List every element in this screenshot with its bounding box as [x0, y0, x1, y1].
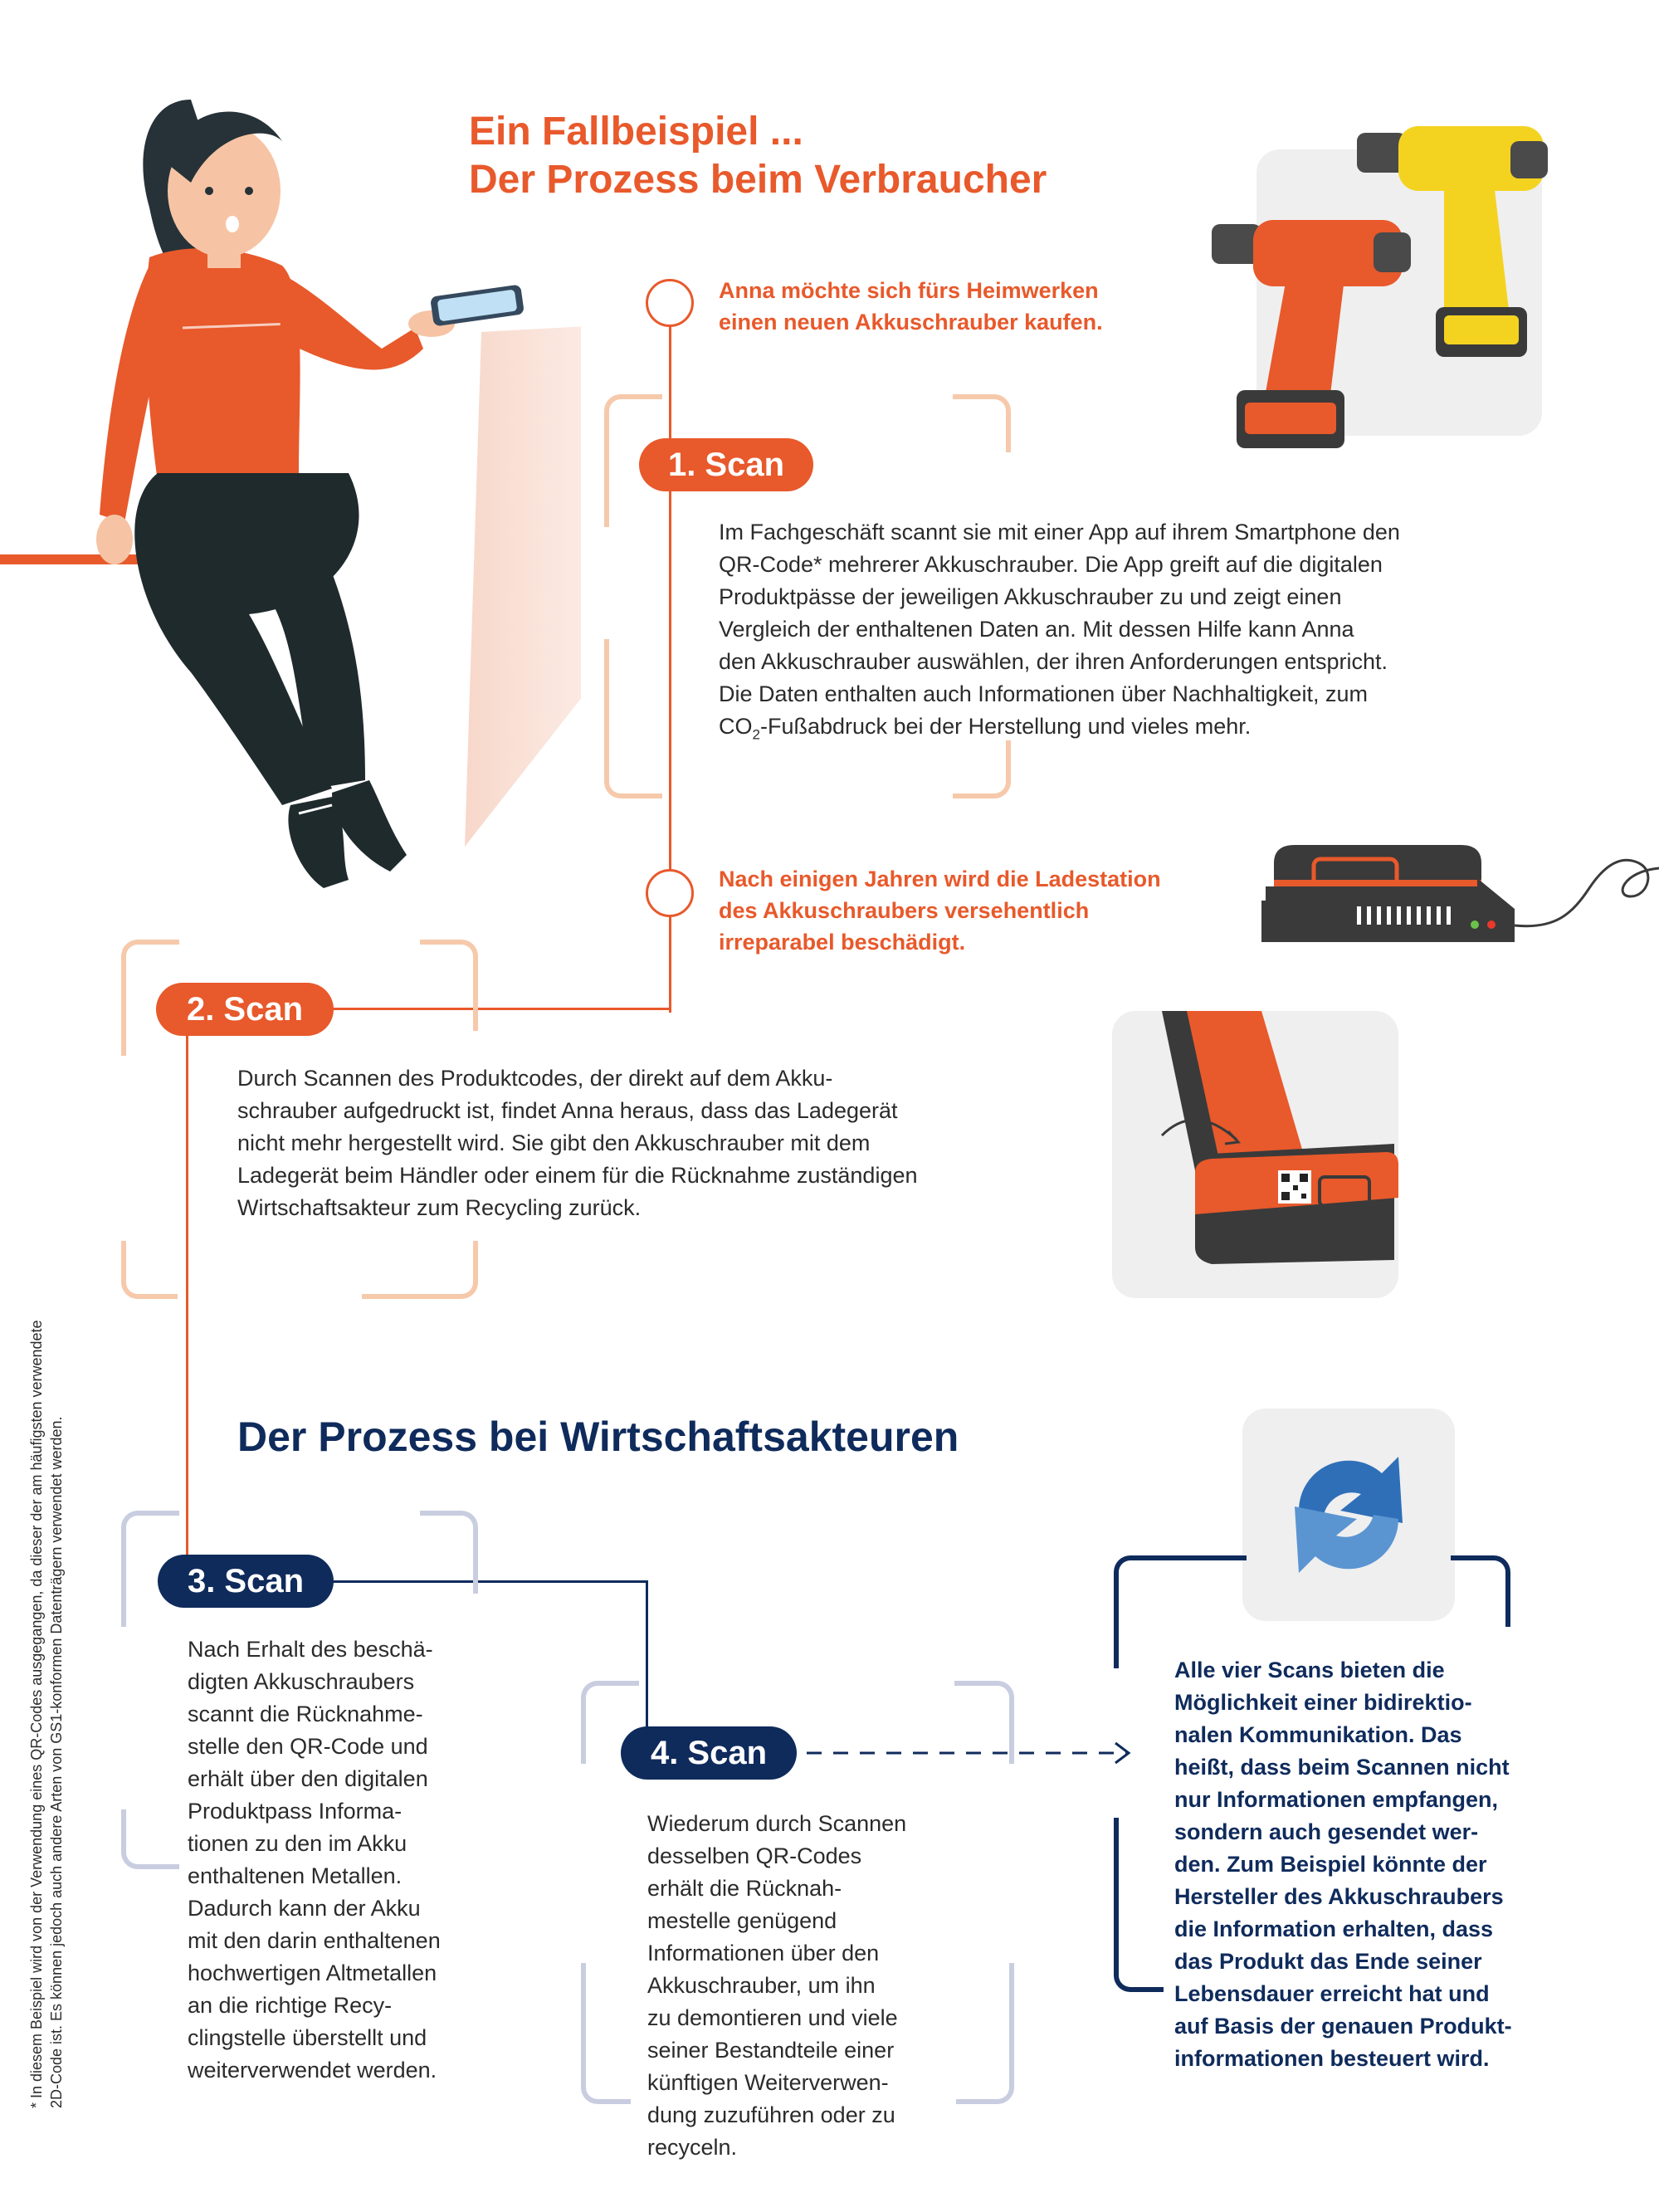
summary-line: sondern auch gesendet wer-	[1174, 1819, 1479, 1844]
timeline-line-navy-top	[186, 1036, 188, 1555]
scan3-line: clingstelle überstellt und	[188, 2025, 427, 2050]
event-1-line: Anna möchte sich fürs Heimwerken	[719, 278, 1099, 303]
summary-line: informationen besteuert wird.	[1174, 2046, 1490, 2071]
scan4-line: seiner Bestandteile einer	[647, 2038, 895, 2063]
scan1-line: Im Fachgeschäft scannt sie mit einer App auf ihrem Smartphone den	[719, 520, 1400, 544]
summary-frame-corner	[1114, 1555, 1247, 1614]
scan3-frame-side	[121, 1569, 126, 1627]
scan4-frame-corner	[954, 1681, 1014, 1739]
charger-illustration	[1257, 838, 1659, 955]
scan2-frame-corner	[420, 940, 478, 998]
event-2-line: irreparabel beschädigt.	[719, 930, 966, 955]
scan1-frame-side	[604, 639, 609, 706]
scan4-line: künftigen Weiterverwen-	[647, 2070, 889, 2095]
co2-subscript: 2	[752, 726, 760, 743]
scan1-badge: 1. Scan	[639, 438, 813, 491]
scan3-line: an die richtige Recy-	[188, 1993, 393, 2018]
scan4-frame-corner	[581, 2046, 631, 2104]
summary-line: auf Basis der genauen Produkt-	[1174, 2014, 1512, 2039]
summary-line: das Produkt das Ende seiner	[1174, 1949, 1482, 1974]
scan1-line: den Akkuschrauber auswählen, der ihren Anforderungen entspricht.	[719, 649, 1388, 674]
scan1-line: Vergleich der enthaltenen Daten an. Mit dessen Hilfe kann Anna	[719, 617, 1354, 642]
footnote-line2: 2D-Code ist. Es können jedoch auch andere Arten von GS1-konformen Datenträgern verwendet werden.	[48, 1416, 65, 2108]
summary-line: heißt, dass beim Scannen nicht	[1174, 1755, 1510, 1780]
summary-line: Lebensdauer erreicht hat und	[1174, 1981, 1490, 2006]
scan2-frame-side	[473, 998, 478, 1031]
scan4-line: mestelle genügend	[647, 1908, 837, 1933]
summary-text	[1174, 1654, 1606, 2075]
event-2-line: Nach einigen Jahren wird die Ladestation	[719, 867, 1161, 891]
scan3-frame-corner	[420, 1511, 478, 1569]
event-marker-2	[646, 869, 694, 917]
scan3-line: mit den darin enthaltenen	[188, 1928, 441, 1953]
refresh-icon	[1266, 1432, 1432, 1598]
scan4-text	[647, 1808, 996, 2164]
page-title	[469, 108, 1216, 204]
summary-frame-side	[1114, 1610, 1119, 1668]
summary-line: Hersteller des Akkuschraubers	[1174, 1884, 1504, 1909]
scan3-line: Nach Erhalt des beschä-	[188, 1637, 433, 1662]
scan2-frame-corner	[362, 1241, 478, 1299]
footnote	[27, 1029, 66, 2108]
summary-line: den. Zum Beispiel könnte der	[1174, 1852, 1487, 1877]
scan1-last-line	[719, 710, 1532, 750]
scan4-line: Akkuschrauber, um ihn	[647, 1973, 876, 1998]
scan4-badge: 4. Scan	[621, 1726, 797, 1780]
scan3-line: hochwertigen Altmetallen	[188, 1961, 437, 1985]
scan3-line: scannt die Rücknahme-	[188, 1702, 423, 1726]
scan4-line: Informationen über den	[647, 1941, 880, 1965]
scan2-line: Durch Scannen des Produktcodes, der direkt auf dem Akku-	[237, 1066, 833, 1091]
scan3-line: Dadurch kann der Akku	[188, 1896, 421, 1921]
event-2-line: des Akkuschraubers versehentlich	[719, 898, 1090, 923]
summary-frame-corner	[1451, 1555, 1510, 1614]
event-1-line: einen neuen Akkuschrauber kaufen.	[719, 310, 1103, 334]
scan3-line: enthaltenen Metallen.	[188, 1863, 403, 1888]
scan3-line: weiterverwendet werden.	[188, 2058, 437, 2083]
summary-line: nalen Kommunikation. Das	[1174, 1722, 1462, 1747]
summary-line: Alle vier Scans bieten die	[1174, 1658, 1445, 1682]
footnote-line1: * In diesem Beispiel wird von der Verwendung eines QR-Codes ausgegangen, da dieser der am häufigsten verwendete	[28, 1320, 45, 2108]
timeline-connector-navy-down	[646, 1580, 648, 1730]
scan3-line: Produktpass Informa-	[188, 1799, 403, 1824]
scan1-frame-side	[604, 452, 609, 527]
summary-line: Möglichkeit einer bidirektio-	[1174, 1690, 1472, 1715]
summary-line: nur Informationen empfangen,	[1174, 1787, 1499, 1812]
title-line2: Der Prozess beim Verbraucher	[469, 158, 1047, 202]
scan1-frame-corner	[953, 394, 1011, 452]
co2-suffix: -Fußabdruck bei der Herstellung und vieles mehr.	[759, 714, 1252, 739]
scan2-frame-corner	[121, 1241, 178, 1299]
scan1-line: Die Daten enthalten auch Informationen über Nachhaltigkeit, zum	[719, 681, 1368, 706]
scan3-text	[188, 1633, 536, 2087]
scan3-frame-corner	[121, 1809, 179, 1869]
scan4-line: erhält die Rücknah-	[647, 1876, 842, 1901]
event-marker-1	[646, 279, 694, 327]
event-1-text	[719, 275, 1217, 338]
scan4-line: Wiederum durch Scannen	[647, 1811, 907, 1836]
scan1-line: Produktpässe der jeweiligen Akkuschrauber zu und zeigt einen	[719, 584, 1342, 609]
section2-title: Der Prozess bei Wirtschaftsakteuren	[237, 1414, 959, 1460]
scan4-line: zu demontieren und viele	[647, 2005, 898, 2030]
scan4-frame-side	[581, 1739, 586, 1764]
scan4-frame-side	[1009, 1963, 1014, 2046]
scan3-line: digten Akkuschraubers	[188, 1669, 415, 1694]
scan4-line: dung zuzuführen oder zu	[647, 2102, 895, 2127]
scan1-text	[719, 516, 1532, 750]
scan4-frame-side	[581, 1963, 586, 2046]
scan2-line: schrauber aufgedruckt ist, findet Anna heraus, dass das Ladegerät	[237, 1098, 898, 1123]
scan3-frame-side	[473, 1569, 478, 1594]
drill-qr-illustration	[1112, 1011, 1398, 1298]
scan4-line: recyceln.	[647, 2135, 738, 2160]
scan1-frame-corner	[604, 706, 662, 798]
summary-frame-corner	[1114, 1818, 1164, 1992]
timeline-connector-navy	[332, 1580, 647, 1583]
scan2-line: Wirtschaftsakteur zum Recycling zurück.	[237, 1195, 642, 1220]
scan3-line: erhält über den digitalen	[188, 1766, 428, 1791]
scan4-line: desselben QR-Codes	[647, 1843, 862, 1868]
scan3-line: tionen zu den im Akku	[188, 1831, 407, 1856]
timeline-connector-orange	[315, 1008, 671, 1010]
scan2-line: Ladegerät beim Händler oder einem für die Rücknahme zuständigen	[237, 1163, 918, 1188]
scan1-line: QR-Code* mehrerer Akkuschrauber. Die App greift auf die digitalen	[719, 552, 1383, 577]
scan4-frame-corner	[581, 1681, 639, 1739]
scan2-line: nicht mehr hergestellt wird. Sie gibt den Akkuschrauber mit dem	[237, 1130, 871, 1155]
scan3-line: stelle den QR-Code und	[188, 1734, 428, 1759]
summary-frame-side	[1505, 1610, 1510, 1627]
title-line1: Ein Fallbeispiel ...	[469, 110, 803, 154]
summary-line: die Information erhalten, dass	[1174, 1917, 1494, 1941]
scan2-frame-side	[121, 998, 126, 1056]
scan3-badge: 3. Scan	[158, 1555, 334, 1608]
co2-prefix: CO	[719, 714, 753, 739]
arrow-right-icon	[798, 1738, 1139, 1768]
scan2-badge: 2. Scan	[156, 983, 334, 1036]
scan2-text	[237, 1062, 1084, 1224]
event-2-text	[719, 863, 1233, 958]
drills-illustration	[1195, 116, 1577, 473]
